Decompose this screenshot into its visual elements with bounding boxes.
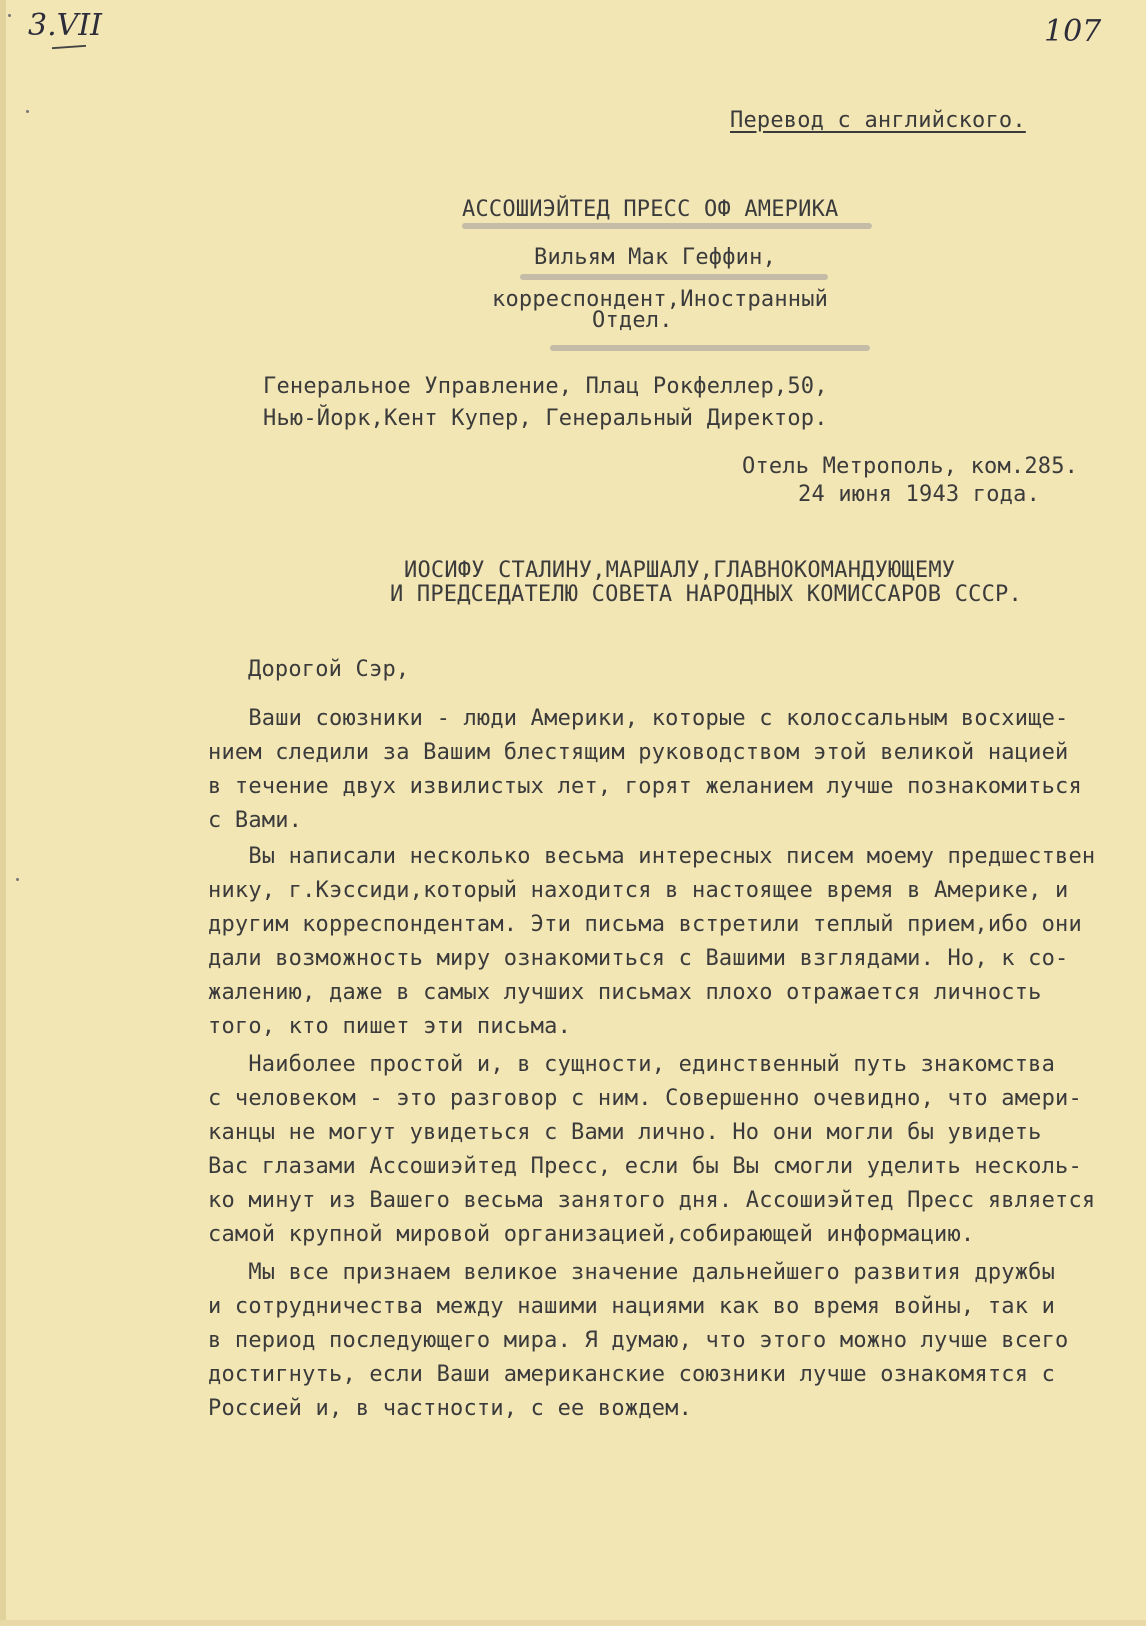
archive-mark: 3.VII xyxy=(28,8,102,43)
letter-date: 24 июня 1943 года. xyxy=(798,482,1041,507)
body-line: с Вами. xyxy=(208,808,303,833)
body-line: с человеком - это разговор с ним. Совершенно очевидно, что амери- xyxy=(208,1086,1082,1111)
body-line: Ваши союзники - люди Америки, которые с колоссальным восхище- xyxy=(208,706,1069,731)
paper-speck xyxy=(26,110,29,113)
body-line: и сотрудничества между нашими нациями как во время войны, так и xyxy=(208,1294,1056,1319)
body-line: в период последующего мира. Я думаю, что этого можно лучше всего xyxy=(208,1328,1069,1353)
body-line: другим корреспондентам. Эти письма встретили теплый прием,ибо они xyxy=(208,912,1082,937)
body-line: того, кто пишет эти письма. xyxy=(208,1014,572,1039)
body-line: канцы не могут увидеться с Вами лично. Но они могли бы увидеть xyxy=(208,1120,1042,1145)
letterhead-rule xyxy=(462,223,872,229)
body-line: Мы все признаем великое значение дальнейшего развития дружбы xyxy=(208,1260,1056,1285)
archive-mark-underline xyxy=(52,45,86,49)
location-hotel: Отель Метрополь, ком.285. xyxy=(742,454,1079,479)
body-line: нием следили за Вашим блестящим руководством этой великой нацией xyxy=(208,740,1069,765)
salutation: Дорогой Сэр, xyxy=(248,657,410,682)
letterhead-rule xyxy=(520,274,828,280)
letterhead-role-line1: корреспондент,Иностранный xyxy=(492,287,829,312)
body-line: в течение двух извилистых лет, горят желанием лучше познакомиться xyxy=(208,774,1082,799)
body-line: дали возможность миру ознакомиться с Вашими взглядами. Но, к со- xyxy=(208,946,1069,971)
body-line: Вас глазами Ассошиэйтед Пресс, если бы Вы смогли уделить несколь- xyxy=(208,1154,1082,1179)
address-line-2: Нью-Йорк,Кент Купер, Генеральный Директор. xyxy=(263,406,828,431)
address-line-1: Генеральное Управление, Плац Рокфеллер,50, xyxy=(263,374,828,399)
letterhead-rule xyxy=(550,345,870,351)
body-line: Россией и, в частности, с ее вождем. xyxy=(208,1396,693,1421)
body-line: Вы написали несколько весьма интересных писем моему предшествен xyxy=(208,844,1096,869)
paper-speck xyxy=(8,14,11,17)
body-line: достигнуть, если Ваши американские союзники лучше ознакомятся с xyxy=(208,1362,1056,1387)
letterhead-role-line2: Отдел. xyxy=(592,308,673,333)
body-line: нику, г.Кэссиди,который находится в настоящее время в Америке, и xyxy=(208,878,1069,903)
recipient-line-1: ИОСИФУ СТАЛИНУ,МАРШАЛУ,ГЛАВНОКОМАНДУЮЩЕМУ xyxy=(404,558,956,583)
letterhead-organization: АССОШИЭЙТЕД ПРЕСС ОФ АМЕРИКА xyxy=(462,197,839,222)
letterhead-person: Вильям Мак Геффин, xyxy=(534,245,777,270)
body-line: самой крупной мировой организацией,собирающей информацию. xyxy=(208,1222,975,1247)
recipient-line-2: И ПРЕДСЕДАТЕЛЮ СОВЕТА НАРОДНЫХ КОМИССАРОВ СССР. xyxy=(390,582,1022,607)
translation-note: Перевод с английского. xyxy=(730,108,1026,133)
page-edge-shadow xyxy=(0,0,6,1626)
body-line: ко минут из Вашего весьма занятого дня. Ассошиэйтед Пресс является xyxy=(208,1188,1096,1213)
body-line: Наиболее простой и, в сущности, единственный путь знакомства xyxy=(208,1052,1056,1077)
page-bottom-edge xyxy=(0,1620,1146,1626)
body-line: жалению, даже в самых лучших письмах плохо отражается личность xyxy=(208,980,1042,1005)
paper-speck xyxy=(16,878,19,881)
page-number: 107 xyxy=(1044,14,1102,49)
